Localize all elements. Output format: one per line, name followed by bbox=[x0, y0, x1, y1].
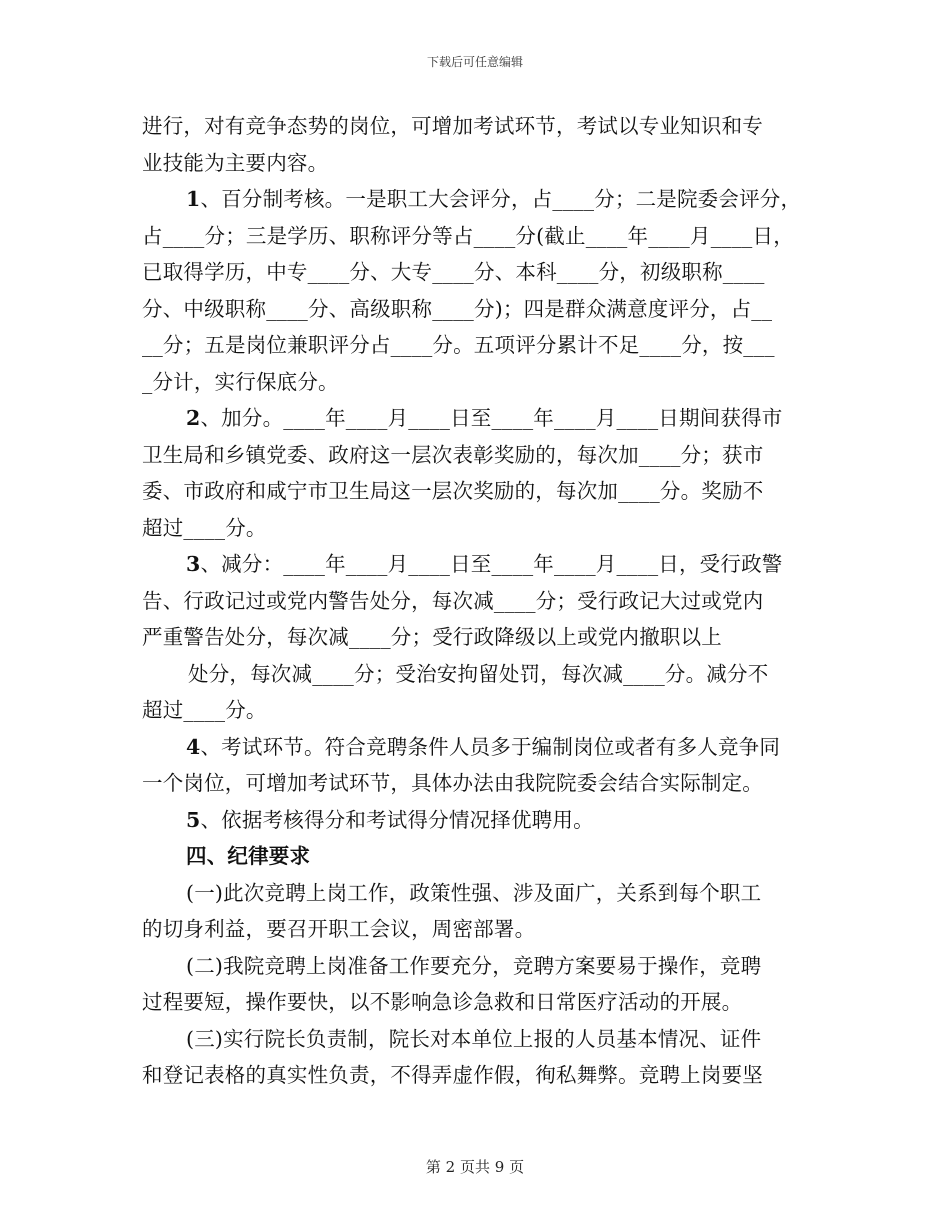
text-line bbox=[142, 181, 814, 218]
text-line bbox=[142, 254, 814, 291]
line-text: 分、中级职称____分、高级职称____分)；四是群众满意度评分，占__ bbox=[142, 296, 773, 321]
text-line bbox=[142, 656, 814, 693]
line-text: 、减分：____年____月____日至____年____月____日，受行政警 bbox=[200, 552, 783, 576]
line-text: 、考试环节。符合竞聘条件人员多于编制岗位或者有多人竞争同 bbox=[200, 734, 781, 759]
line-text: 委、市政府和咸宁市卫生局这一层次奖励的，每次加____分。奖励不 bbox=[142, 479, 764, 503]
line-text: 、依据考核得分和考试得分情况择优聘用。 bbox=[200, 807, 594, 832]
section-heading: 四、纪律要求 bbox=[186, 844, 311, 868]
text-line bbox=[142, 364, 814, 401]
text-line bbox=[142, 108, 814, 145]
line-text: 业技能为主要内容。 bbox=[142, 150, 329, 175]
line-text: 过程要短，操作要快，以不影响急诊急救和日常医疗活动的开展。 bbox=[142, 990, 743, 1014]
page-footer: 第 2 页共 9 页 bbox=[425, 1158, 525, 1176]
document-body bbox=[142, 108, 814, 1094]
text-line bbox=[142, 437, 814, 474]
line-text: 占____分；三是学历、职称评分等占____分(截止____年____月____日， bbox=[142, 223, 794, 248]
list-number: 3 bbox=[186, 552, 201, 576]
text-line bbox=[142, 692, 814, 729]
text-line bbox=[142, 729, 814, 766]
line-text: 、加分。____年____月____日至____年____月____日期间获得市 bbox=[200, 406, 783, 430]
text-line bbox=[142, 1057, 814, 1094]
text-line bbox=[142, 911, 814, 948]
page-header: 下载后可任意编辑 bbox=[426, 55, 523, 69]
line-text: 的切身利益，要召开职工会议，周密部署。 bbox=[142, 917, 536, 941]
text-line bbox=[142, 145, 814, 182]
text-line bbox=[142, 1021, 814, 1058]
line-text: 卫生局和乡镇党委、政府这一层次表彰奖励的，每次加____分；获市 bbox=[142, 442, 764, 467]
line-text: 一个岗位，可增加考试环节，具体办法由我院院委会结合实际制定。 bbox=[142, 771, 763, 795]
line-text: (一)此次竞聘上岗工作，政策性强、涉及面广，关系到每个职工 bbox=[186, 880, 762, 905]
line-text: 告、行政记过或党内警告处分，每次减____分；受行政记大过或党内 bbox=[142, 588, 764, 613]
line-text: 超过____分。 bbox=[142, 698, 267, 722]
text-line bbox=[142, 875, 814, 912]
line-text: 超过____分。 bbox=[142, 515, 267, 540]
list-number: 4 bbox=[186, 734, 201, 759]
list-number: 2 bbox=[186, 406, 201, 430]
text-line bbox=[142, 765, 814, 802]
text-line bbox=[142, 400, 814, 437]
line-text: 进行，对有竞争态势的岗位，可增加考试环节，考试以专业知识和专 bbox=[142, 114, 763, 138]
text-line bbox=[142, 802, 814, 839]
line-text: __分；五是岗位兼职评分占____分。五项评分累计不足____分，按___ bbox=[142, 333, 775, 357]
list-number: 5 bbox=[186, 807, 201, 832]
text-line bbox=[142, 948, 814, 985]
list-number: 1 bbox=[186, 187, 201, 211]
line-text: 严重警告处分，每次减____分；受行政降级以上或党内撤职以上 bbox=[142, 625, 722, 649]
text-line bbox=[142, 619, 814, 656]
text-line bbox=[142, 327, 814, 364]
text-line bbox=[142, 583, 814, 620]
text-line bbox=[142, 510, 814, 547]
line-text: 、百分制考核。一是职工大会评分，占____分；二是院委会评分， bbox=[200, 187, 802, 211]
line-text: 已取得学历，中专____分、大专____分、本科____分，初级职称____ bbox=[142, 260, 765, 284]
line-text: 和登记表格的真实性负责，不得弄虚作假，徇私舞弊。竞聘上岗要坚 bbox=[142, 1063, 763, 1087]
line-text: 处分，每次减____分；受治安拘留处罚，每次减____分。减分不 bbox=[188, 661, 769, 686]
text-line bbox=[142, 291, 814, 328]
line-text: (三)实行院长负责制，院长对本单位上报的人员基本情况、证件 bbox=[186, 1026, 762, 1051]
line-text: (二)我院竞聘上岗准备工作要充分，竞聘方案要易于操作，竞聘 bbox=[186, 953, 762, 978]
line-text: _分计，实行保底分。 bbox=[142, 369, 339, 394]
text-line bbox=[142, 838, 814, 875]
text-line bbox=[142, 218, 814, 255]
text-line bbox=[142, 984, 814, 1021]
text-line bbox=[142, 473, 814, 510]
text-line bbox=[142, 546, 814, 583]
